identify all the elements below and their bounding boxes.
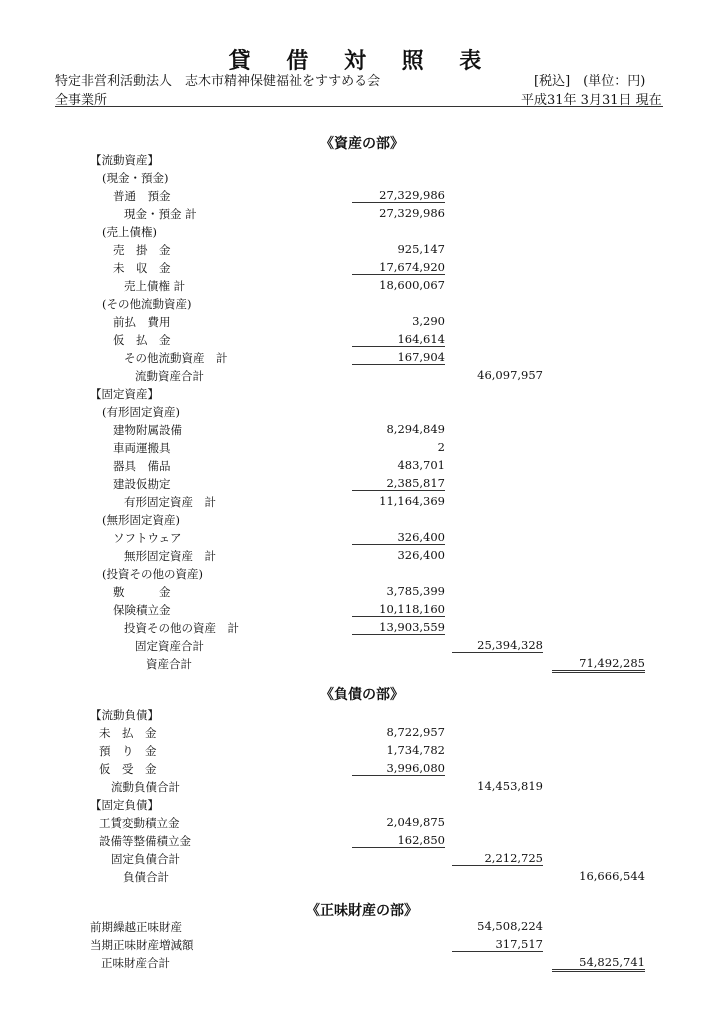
- amount-c2: 54,508,224: [477, 919, 543, 933]
- row-label: 売上債権 計: [124, 279, 186, 293]
- amount-c1: 13,903,559: [352, 620, 445, 635]
- table-row: [0, 169, 724, 187]
- organization-name: 特定非営利活動法人 志木市精神保健福祉をすすめる会: [55, 74, 381, 89]
- amount-c1: 8,294,849: [386, 422, 445, 436]
- amount-c1: 2: [437, 440, 445, 454]
- row-label: 投資その他の資産 計: [124, 621, 239, 635]
- row-label: 当期正味財産増減額: [90, 938, 194, 952]
- amount-c2: 2,212,725: [452, 851, 543, 866]
- table-row: [0, 187, 724, 205]
- row-label: 資産合計: [146, 657, 192, 671]
- amount-c3: 71,492,285: [552, 656, 645, 673]
- row-label: 【固定資産】: [90, 387, 159, 401]
- row-label: (無形固定資産): [102, 513, 180, 527]
- table-row: [0, 151, 724, 169]
- table-row: [0, 439, 724, 457]
- table-row: [0, 547, 724, 565]
- amount-c1: 27,329,986: [379, 206, 445, 220]
- table-row: [0, 475, 724, 493]
- row-label: ソフトウェア: [113, 531, 182, 545]
- row-label: 保険積立金: [113, 603, 171, 617]
- table-row: [0, 511, 724, 529]
- amount-c1: 167,904: [352, 350, 445, 365]
- row-label: 【流動負債】: [90, 708, 159, 722]
- row-label: 現金・預金 計: [124, 207, 197, 221]
- tax-unit-note: [税込] (単位：円): [534, 74, 646, 89]
- amount-c1: 326,400: [352, 530, 445, 545]
- amount-c1: 2,385,817: [352, 476, 445, 491]
- table-row: [0, 457, 724, 475]
- table-row: [0, 742, 724, 760]
- table-row: [0, 724, 724, 742]
- table-row: [0, 601, 724, 619]
- table-row: [0, 493, 724, 511]
- report-date: 平成31年 3月31日 現在: [521, 93, 662, 108]
- table-row: [0, 313, 724, 331]
- amount-c3: 16,666,544: [579, 869, 645, 883]
- row-label: 器具 備品: [113, 459, 171, 473]
- row-label: 有形固定資産 計: [124, 495, 216, 509]
- row-label: (現金・預金): [102, 171, 169, 185]
- amount-c1: 3,996,080: [352, 761, 445, 776]
- table-row: [0, 529, 724, 547]
- amount-c1: 3,290: [412, 314, 445, 328]
- row-label: 敷 金: [113, 585, 171, 599]
- row-label: 【流動資産】: [90, 153, 159, 167]
- row-label: (投資その他の資産): [102, 567, 203, 581]
- row-label: (売上債権): [102, 225, 157, 239]
- row-label: 前期繰越正味財産: [90, 920, 182, 934]
- row-label: 建設仮勘定: [113, 477, 171, 491]
- table-row: [0, 385, 724, 403]
- row-label: 車両運搬具: [113, 441, 171, 455]
- document-title: 貸 借 対 照 表: [228, 49, 496, 74]
- table-row: [0, 619, 724, 637]
- amount-c1: 925,147: [397, 242, 445, 256]
- amount-c1: 8,722,957: [386, 725, 445, 739]
- amount-c1: 2,049,875: [386, 815, 445, 829]
- amount-c3: 54,825,741: [552, 955, 645, 972]
- table-row: [0, 565, 724, 583]
- table-row: [0, 954, 724, 972]
- table-row: [0, 832, 724, 850]
- row-label: 預 り 金: [99, 744, 157, 758]
- row-label: 前払 費用: [113, 315, 171, 329]
- table-row: [0, 277, 724, 295]
- amount-c1: 483,701: [397, 458, 445, 472]
- table-row: [0, 259, 724, 277]
- row-label: 【固定負債】: [90, 798, 159, 812]
- row-label: 建物附属設備: [113, 423, 182, 437]
- row-label: 普通 預金: [113, 189, 171, 203]
- table-row: [0, 349, 724, 367]
- amount-c1: 27,329,986: [352, 188, 445, 203]
- section-assets: 《資産の部》: [320, 136, 404, 152]
- row-label: 未 収 金: [113, 261, 171, 275]
- amount-c2: 317,517: [452, 937, 543, 952]
- row-label: 正味財産合計: [101, 956, 170, 970]
- row-label: (有形固定資産): [102, 405, 180, 419]
- amount-c1: 18,600,067: [379, 278, 445, 292]
- table-row: [0, 814, 724, 832]
- row-label: 仮 受 金: [99, 762, 157, 776]
- row-label: その他流動資産 計: [124, 351, 228, 365]
- row-label: 売 掛 金: [113, 243, 171, 257]
- amount-c1: 3,785,399: [386, 584, 445, 598]
- row-label: 仮 払 金: [113, 333, 171, 347]
- row-label: 負債合計: [123, 870, 169, 884]
- amount-c1: 326,400: [397, 548, 445, 562]
- table-row: [0, 367, 724, 385]
- row-label: (その他流動資産): [102, 297, 192, 311]
- section-liabilities: 《負債の部》: [320, 687, 404, 703]
- table-row: [0, 778, 724, 796]
- row-label: 未 払 金: [99, 726, 157, 740]
- table-row: [0, 205, 724, 223]
- row-label: 工賃変動積立金: [99, 816, 180, 830]
- row-label: 無形固定資産 計: [124, 549, 216, 563]
- table-row: [0, 403, 724, 421]
- table-row: [0, 331, 724, 349]
- scope-label: 全事業所: [55, 93, 108, 108]
- table-row: [0, 421, 724, 439]
- row-label: 流動負債合計: [111, 780, 180, 794]
- amount-c1: 162,850: [352, 833, 445, 848]
- amount-c2: 25,394,328: [452, 638, 543, 653]
- section-net-assets: 《正味財産の部》: [306, 903, 418, 919]
- table-row: [0, 655, 724, 673]
- table-row: [0, 583, 724, 601]
- table-row: [0, 918, 724, 936]
- table-row: [0, 868, 724, 886]
- table-row: [0, 796, 724, 814]
- table-row: [0, 850, 724, 868]
- table-row: [0, 295, 724, 313]
- table-row: [0, 706, 724, 724]
- row-label: 設備等整備積立金: [99, 834, 191, 848]
- row-label: 流動資産合計: [135, 369, 204, 383]
- row-label: 固定資産合計: [135, 639, 204, 653]
- amount-c1: 11,164,369: [379, 494, 445, 508]
- table-row: [0, 760, 724, 778]
- table-row: [0, 223, 724, 241]
- amount-c1: 17,674,920: [352, 260, 445, 275]
- table-row: [0, 241, 724, 259]
- amount-c2: 46,097,957: [477, 368, 543, 382]
- table-row: [0, 637, 724, 655]
- amount-c1: 1,734,782: [386, 743, 445, 757]
- table-row: [0, 936, 724, 954]
- amount-c2: 14,453,819: [477, 779, 543, 793]
- amount-c1: 10,118,160: [352, 602, 445, 617]
- amount-c1: 164,614: [352, 332, 445, 347]
- row-label: 固定負債合計: [111, 852, 180, 866]
